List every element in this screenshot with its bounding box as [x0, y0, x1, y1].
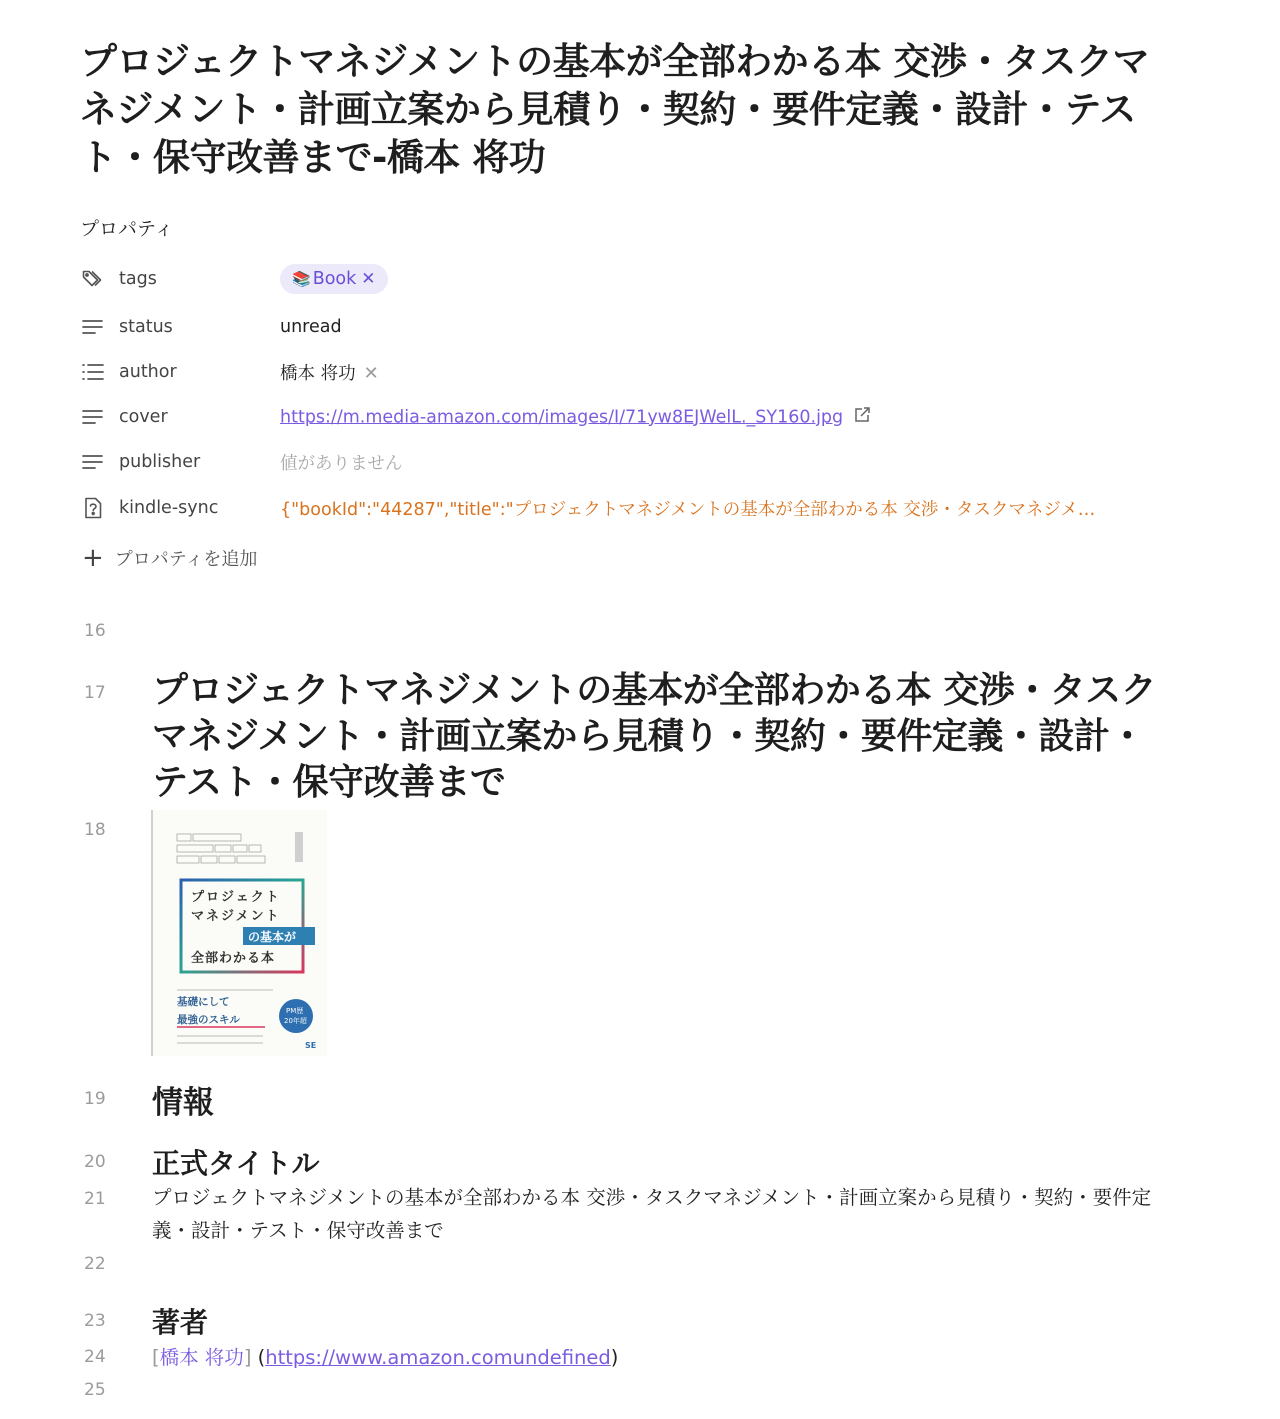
paren-open: ( — [251, 1346, 266, 1369]
cover-title-line: マネジメント — [191, 909, 281, 924]
property-key-cover[interactable]: cover — [119, 407, 168, 427]
property-row-author — [80, 354, 1180, 390]
property-row-status — [80, 309, 1180, 345]
property-value-publisher[interactable]: 値がありません — [280, 453, 403, 474]
bracket-close: ] — [243, 1346, 252, 1369]
property-key-publisher[interactable]: publisher — [119, 452, 201, 472]
author-internal-link[interactable]: 橋本 将功 — [159, 1346, 244, 1369]
section-heading-official-title[interactable]: 正式タイトル — [152, 1147, 320, 1180]
tag-pill-book[interactable] — [280, 264, 388, 294]
property-value-status[interactable]: unread — [280, 317, 342, 337]
line-number: 25 — [84, 1380, 106, 1400]
property-key-author[interactable]: author — [119, 362, 177, 382]
property-row-tags — [80, 261, 1180, 297]
book-cover-image[interactable] — [151, 810, 327, 1056]
books-emoji-icon: 📚 — [292, 270, 311, 288]
section-heading-author[interactable]: 著者 — [152, 1306, 209, 1339]
list-icon — [80, 359, 106, 385]
property-row-kindle-sync — [80, 490, 1180, 526]
line-number: 20 — [84, 1152, 106, 1172]
cover-title-line: 全部わかる本 — [191, 951, 276, 966]
remove-tag-icon[interactable]: ✕ — [361, 269, 376, 289]
cover-tagline: 最強のスキル — [177, 1014, 240, 1026]
plus-icon: + — [82, 543, 104, 573]
cover-title-line: の基本が — [248, 930, 297, 944]
tags-icon — [80, 266, 106, 292]
cover-tagline: 基礎にして — [177, 996, 230, 1008]
add-property-button[interactable] — [82, 542, 257, 574]
page-title[interactable]: プロジェクトマネジメントの基本が全部わかる本 交渉・タスクマネジメント・計画立案から見積り・契約・要件定義・設計・テスト・保守改善まで-橋本 将功 — [80, 40, 1150, 179]
text-lines-icon — [80, 449, 106, 475]
line-number: 23 — [84, 1311, 106, 1331]
line-number: 19 — [84, 1089, 106, 1109]
text-lines-icon — [80, 314, 106, 340]
bracket-open: [ — [152, 1346, 160, 1369]
property-value-kindle-sync[interactable]: {"bookId":"44287","title":"プロジェクトマネジメントの基本が全部わかる本 交渉・タスクマネジメ… — [280, 499, 1096, 520]
property-row-cover — [80, 399, 1180, 435]
cover-badge-text: 20年超 — [284, 1017, 307, 1025]
line-number: 22 — [84, 1254, 106, 1274]
text-lines-icon — [80, 404, 106, 430]
add-property-label: プロパティを追加 — [114, 549, 258, 570]
cover-title-line: プロジェクト — [191, 890, 281, 905]
paren-close: ) — [610, 1346, 619, 1369]
cover-badge-text: PM歴 — [286, 1007, 304, 1015]
content-heading-1[interactable]: プロジェクトマネジメントの基本が全部わかる本 交渉・タスクマネジメント・計画立案から見積り・契約・要件定義・設計・テスト・保守改善まで — [152, 670, 1157, 803]
properties-heading[interactable]: プロパティ — [80, 218, 174, 240]
line-number: 18 — [84, 820, 106, 840]
line-number: 24 — [84, 1347, 106, 1367]
cover-url-link[interactable]: https://m.media-amazon.com/images/I/71yw8EJWelL._SY160.jpg — [280, 407, 844, 427]
cover-publisher-mark: SE — [305, 1041, 317, 1050]
unknown-type-icon — [80, 495, 106, 521]
property-key-status[interactable]: status — [119, 317, 173, 337]
property-key-kindle-sync[interactable]: kindle-sync — [119, 498, 219, 518]
tag-label: Book — [312, 269, 357, 289]
line-number: 17 — [84, 683, 106, 703]
remove-author-icon[interactable]: ✕ — [363, 362, 379, 384]
author-link-line — [152, 1342, 618, 1370]
author-chip[interactable]: 橋本 将功 — [280, 363, 356, 384]
external-link-icon[interactable] — [853, 406, 871, 429]
line-number: 16 — [84, 621, 106, 641]
author-url-link[interactable]: https://www.amazon.comundefined — [265, 1346, 611, 1369]
property-key-tags[interactable]: tags — [119, 269, 157, 289]
property-row-publisher — [80, 444, 1180, 480]
line-number: 21 — [84, 1189, 106, 1209]
section-heading-info[interactable]: 情報 — [152, 1085, 214, 1121]
property-value-author[interactable] — [280, 360, 379, 385]
property-value-cover[interactable] — [280, 406, 871, 429]
official-title-paragraph[interactable]: プロジェクトマネジメントの基本が全部わかる本 交渉・タスクマネジメント・計画立案から見積り・契約・要件定義・設計・テスト・保守改善まで — [152, 1186, 1152, 1242]
